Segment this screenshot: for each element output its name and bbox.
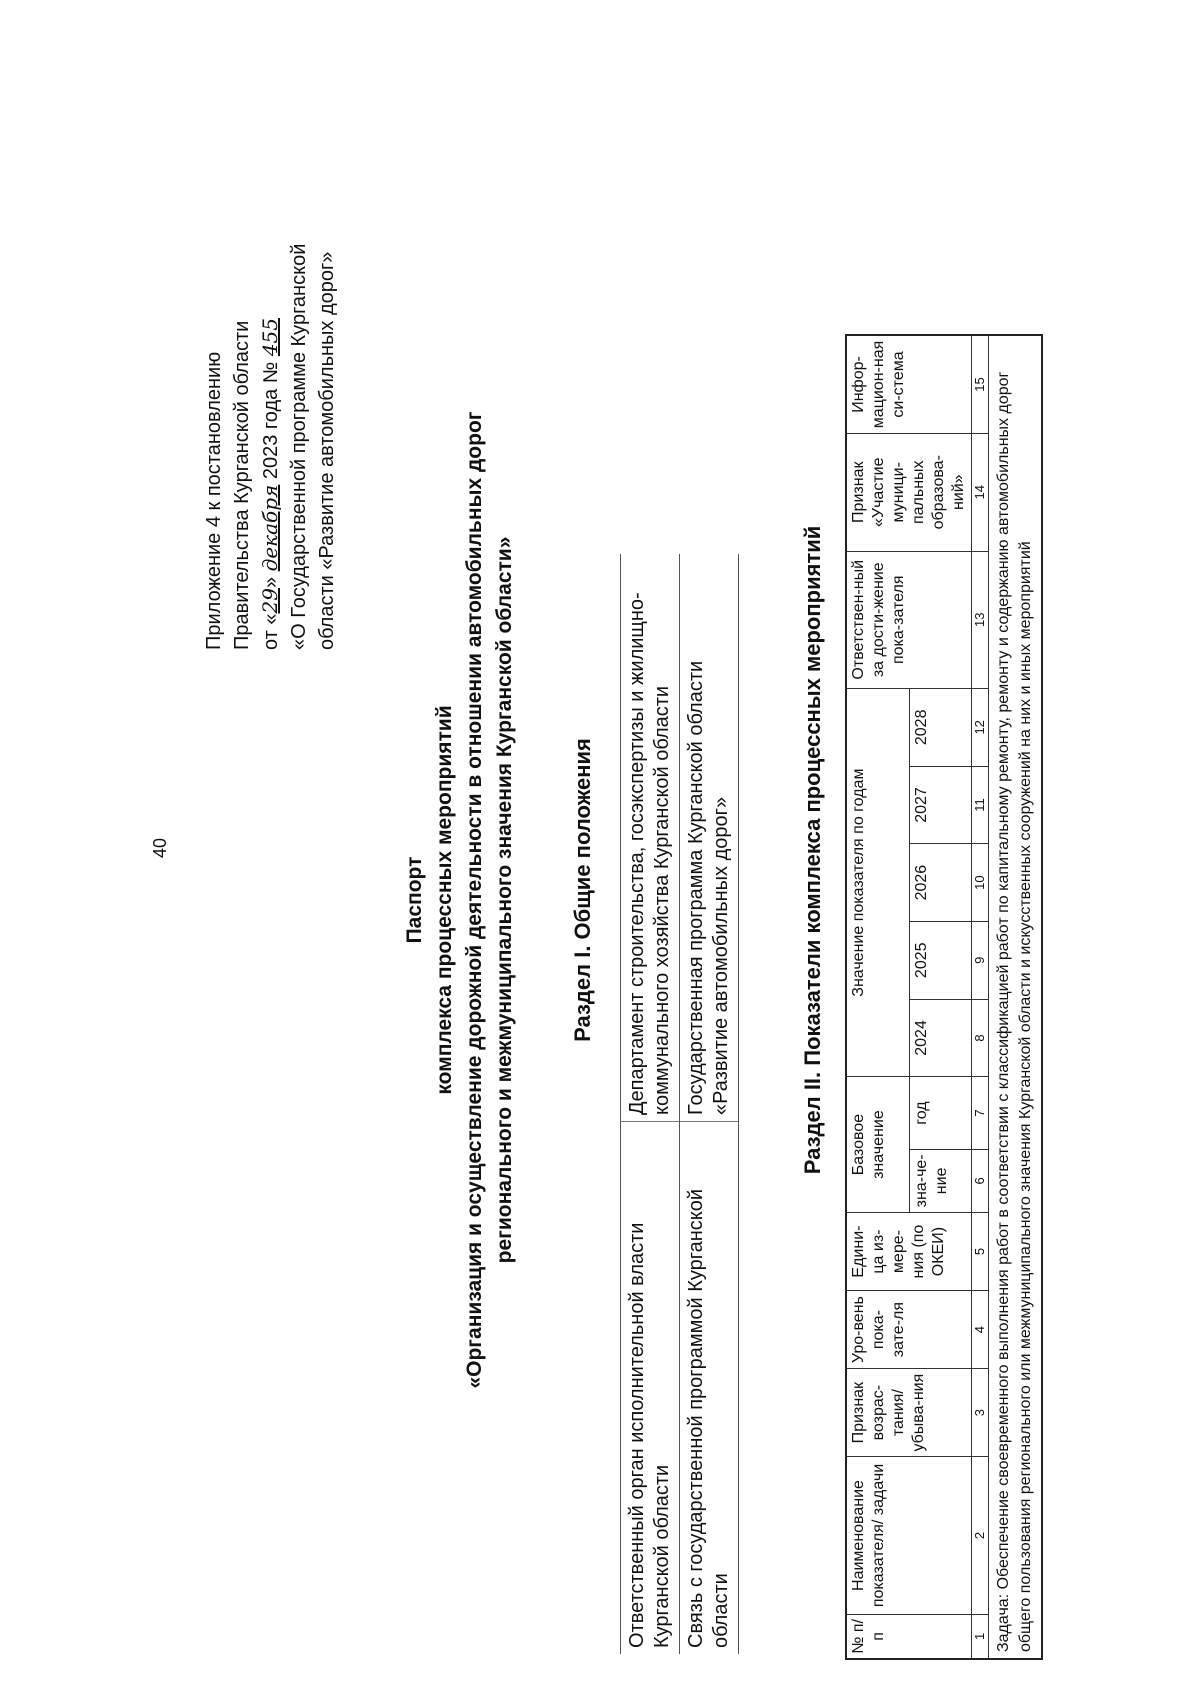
header-year: 2025 [909,921,971,999]
header-row [846,335,909,1659]
row-value: Департамент строительства, госэкспертизы и жилищно-коммунального хозяйства Курганской области [621,554,680,1122]
header-values-by-year: Значение показателя по годам [846,688,909,1076]
appendix-line5: области «Развитие автомобильных дорог» [316,251,338,650]
column-number: 2 [972,1457,989,1614]
column-numbers-row [972,335,989,1659]
row-label: Связь с государственной программой Курганской области [680,1122,739,1655]
column-number: 11 [972,766,989,844]
header-info-system: Инфор-мацион-ная си-стема [846,335,972,433]
header-unit: Едини-ца из-мере-ния (по ОКЕИ) [846,1212,972,1290]
section1-heading: Раздел I. Общие положения [570,738,595,1042]
table-row [680,554,739,1654]
appendix-line3 [256,10,285,650]
column-number: 3 [972,1369,989,1457]
column-number: 7 [972,1077,989,1150]
header-sign: Признак возрас-тания/ убыва-ния [846,1369,972,1457]
appendix-month: декабря [258,484,282,572]
header-year: 2026 [909,844,971,922]
title-line1: Паспорт [403,856,426,944]
appendix-mid: » [260,571,282,589]
column-number: 8 [972,999,989,1077]
column-number: 5 [972,1212,989,1290]
appendix-number: 455 [258,317,282,357]
header-name: Наименование показателя/ задачи [846,1457,972,1614]
column-number: 15 [972,335,989,433]
column-number: 13 [972,551,989,688]
section2-heading: Раздел II. Показатели комплекса процессных мероприятий [800,525,825,1175]
row-value: Государственная программа Курганской области «Развитие автомобильных дорог» [680,554,739,1122]
appendix-line2: Правительства Курганской области [231,320,253,650]
appendix-year: 2023 года № [260,356,282,485]
row-label: Ответственный орган исполнительной власти Курганской области [621,1122,680,1655]
general-info-table [620,554,739,1654]
column-number: 6 [972,1149,989,1212]
column-number: 9 [972,921,989,999]
header-base-year: год [909,1077,971,1150]
header-base-value: зна-че-ние [909,1149,971,1212]
header-level: Уро-вень пока-зате-ля [846,1291,972,1369]
header-municipal: Признак «Участие муници-пальных образова-ний» [846,433,972,551]
header-responsible: Ответствен-ный за дости-жение пока-зателя [846,551,972,688]
title-line3: «Организация и осуществление дорожной деятельности в отношении автомобильных дорог [463,411,486,1389]
title-line2: комплекса процессных мероприятий [433,705,456,1095]
task-text: Задача: Обеспечение своевременного выполнения работ в соответствии с классификацией работ по капитальному ремонту, ремонту и содержанию автомобильных дорог общего пользования регионального или межмуниципального значения Курганской области и искусственных сооружений на них и иных мероприятий [989,335,1043,1659]
header-year: 2028 [909,688,971,766]
title-line4: регионального и межмуниципального значения Курганской области» [493,536,516,1264]
indicators-table [845,334,1043,1660]
appendix-day: 29 [258,588,282,614]
task-row [989,335,1043,1659]
appendix-block [200,10,341,650]
document-title [400,320,520,1480]
column-number: 1 [972,1614,989,1659]
column-number: 10 [972,844,989,922]
column-number: 12 [972,688,989,766]
appendix-line1: Приложение 4 к постановлению [203,351,225,650]
column-number: 4 [972,1291,989,1369]
appendix-line4: «О Государственной программе Курганской [288,243,310,650]
column-number: 14 [972,433,989,551]
table-row [621,554,680,1654]
header-year: 2027 [909,766,971,844]
header-base: Базовое значение [846,1077,909,1213]
appendix-prefix: от « [260,613,282,650]
header-year: 2024 [909,999,971,1077]
header-num: № п/п [846,1614,972,1659]
page-number: 40 [150,837,170,858]
